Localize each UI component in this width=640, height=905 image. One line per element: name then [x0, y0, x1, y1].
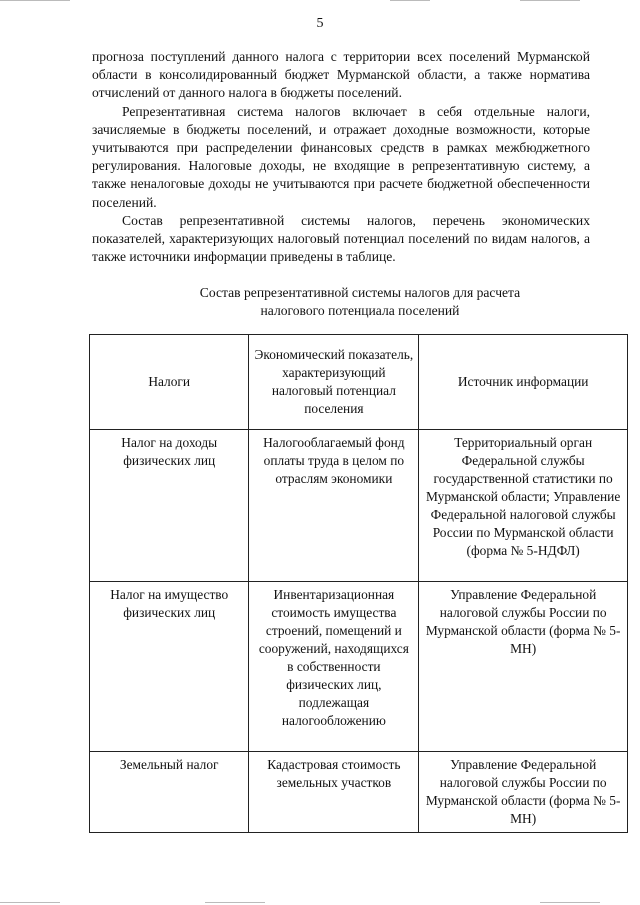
- table-caption: [92, 284, 628, 320]
- table-caption-line-1: Состав репрезентативной системы налогов для расчета: [199, 285, 521, 300]
- table-header-row: [90, 335, 628, 430]
- table-caption-line-2: налогового потенциала поселений: [260, 303, 460, 318]
- body-text: [92, 48, 590, 266]
- tax-system-table: [89, 334, 628, 833]
- header-taxes: Налоги: [90, 335, 249, 430]
- table-row: [90, 582, 628, 752]
- header-indicator: Экономический показатель, характеризующий налоговый потенциал поселения: [249, 335, 419, 430]
- cell-indicator: Налогооблагаемый фонд оплаты труда в целом по отраслям экономики: [249, 430, 419, 582]
- cell-tax: Налог на доходы физических лиц: [90, 430, 249, 582]
- header-source: Источник информации: [419, 335, 628, 430]
- paragraph-1: прогноза поступлений данного налога с территории всех поселений Мурманской области в консолидированный бюджет Мурманской области, а также норматива отчислений от данного налога в бюджеты поселений.: [92, 49, 590, 101]
- paragraph-2: Репрезентативная система налогов включает в себя отдельные налоги, зачисляемые в бюджеты поселений, и отражает доходные возможности, которые учитываются при распределении финансовых средств в рамках межбюджетного регулирования. Налоговые доходы, не входящие в репрезентативную систему, а также неналоговые доходы не учитываются при расчете бюджетной обеспеченности поселений.: [92, 103, 590, 210]
- cell-tax: Налог на имущество физических лиц: [90, 582, 249, 752]
- cell-tax: Земельный налог: [90, 752, 249, 833]
- table-row: [90, 752, 628, 833]
- paragraph-3: Состав репрезентативной системы налогов, перечень экономических показателей, характеризующих налоговый потенциал поселений по видам налогов, а также источники информации приведены в таблице.: [92, 212, 590, 265]
- cell-indicator: Кадастровая стоимость земельных участков: [249, 752, 419, 833]
- page-number: 5: [316, 16, 324, 31]
- cell-source: Управление Федеральной налоговой службы России по Мурманской области (форма № 5-МН): [419, 752, 628, 833]
- table-row: [90, 430, 628, 582]
- cell-source: Управление Федеральной налоговой службы России по Мурманской области (форма № 5-МН): [419, 582, 628, 752]
- cell-source: Территориальный орган Федеральной службы государственной статистики по Мурманской области; Управление Федеральной налоговой службы России по Мурманской области (форма № 5-НДФЛ): [419, 430, 628, 582]
- cell-indicator: Инвентаризационная стоимость имущества строений, помещений и сооружений, находящихся в собственности физических лиц, подлежащая налогообложению: [249, 582, 419, 752]
